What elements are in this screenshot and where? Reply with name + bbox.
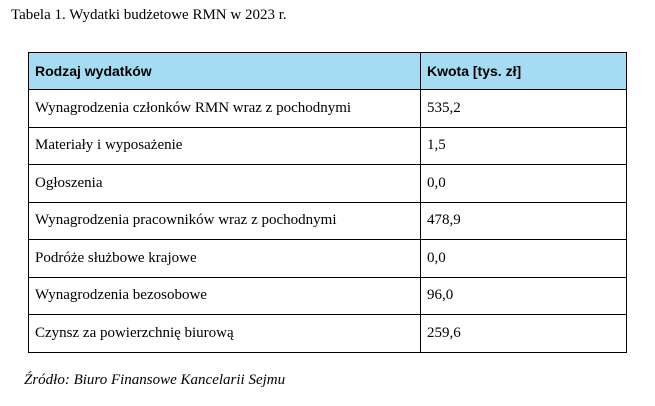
table-row [29,127,627,165]
table-row [29,315,627,353]
expense-type-cell: Czynsz za powierzchnię biurową [29,315,421,353]
amount-cell: 1,5 [421,127,627,165]
expense-type-cell: Wynagrodzenia bezosobowe [29,277,421,315]
header-expense-type: Rodzaj wydatków [29,53,421,90]
budget-expenses-table [28,52,627,353]
amount-cell: 96,0 [421,277,627,315]
source-note: Źródło: Biuro Finansowe Kancelarii Sejmu [24,372,286,388]
header-amount: Kwota [tys. zł] [421,53,627,90]
amount-cell: 0,0 [421,165,627,203]
table-row [29,90,627,128]
table-row [29,240,627,278]
table-row [29,277,627,315]
table-header-row [29,53,627,90]
expense-type-cell: Podróże służbowe krajowe [29,240,421,278]
table-caption: Tabela 1. Wydatki budżetowe RMN w 2023 r. [11,7,287,23]
table-row [29,202,627,240]
amount-cell: 535,2 [421,90,627,128]
expense-type-cell: Ogłoszenia [29,165,421,203]
expense-type-cell: Wynagrodzenia członków RMN wraz z pochodnymi [29,90,421,128]
amount-cell: 0,0 [421,240,627,278]
amount-cell: 478,9 [421,202,627,240]
table-row [29,165,627,203]
amount-cell: 259,6 [421,315,627,353]
expense-type-cell: Materiały i wyposażenie [29,127,421,165]
expense-type-cell: Wynagrodzenia pracowników wraz z pochodnymi [29,202,421,240]
